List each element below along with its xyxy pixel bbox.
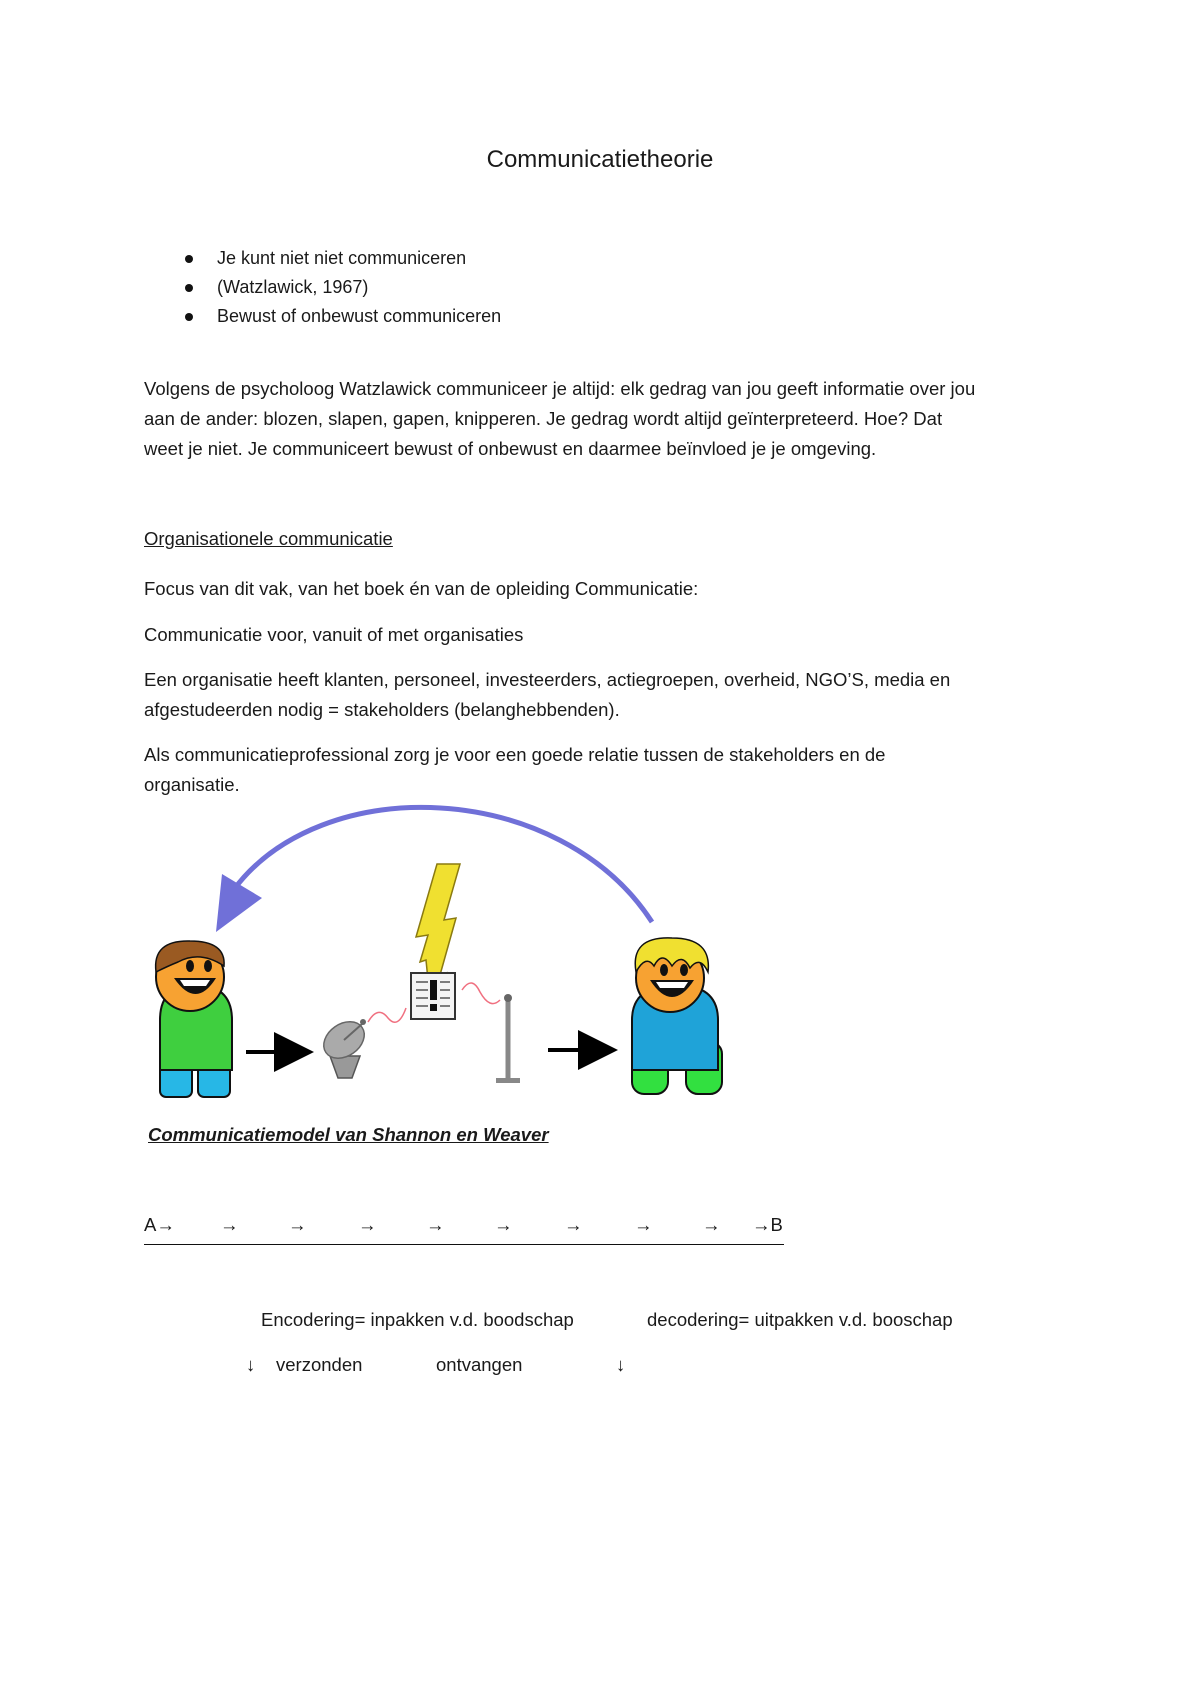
sequence-arrow: → bbox=[634, 1214, 653, 1235]
comm-line: Communicatie voor, vanuit of met organisaties bbox=[144, 624, 524, 645]
sequence-arrow: → bbox=[220, 1214, 239, 1235]
sequence-end: →B bbox=[752, 1214, 783, 1235]
professional-line: organisatie. bbox=[144, 774, 240, 795]
sequence-arrow: → bbox=[494, 1214, 513, 1235]
satellite-dish-icon bbox=[317, 1014, 371, 1078]
encoding-label: Encodering= inpakken v.d. boodschap bbox=[261, 1309, 574, 1330]
focus-line: Focus van dit vak, van het boek én van de opleiding Communicatie: bbox=[144, 578, 699, 599]
antenna-icon bbox=[496, 994, 520, 1083]
list-item: Bewust of onbewust communiceren bbox=[185, 302, 501, 331]
list-item: (Watzlawick, 1967) bbox=[185, 273, 501, 302]
sent-label: verzonden bbox=[276, 1354, 363, 1375]
professional-line: Als communicatieprofessional zorg je voor een goede relatie tussen de stakeholders en de bbox=[144, 744, 886, 765]
sequence-arrow: → bbox=[358, 1214, 377, 1235]
intro-line: Volgens de psycholoog Watzlawick communiceer je altijd: elk gedrag van jou geeft informatie over jou bbox=[144, 378, 976, 399]
person-green-icon bbox=[156, 941, 232, 1097]
arrow-down-icon: ↓ bbox=[616, 1354, 626, 1375]
notice-sign-icon bbox=[411, 973, 455, 1019]
list-item: Je kunt niet niet communiceren bbox=[185, 244, 501, 273]
page-title: Communicatietheorie bbox=[486, 146, 714, 173]
intro-line: aan de ander: blozen, slapen, gapen, knipperen. Je gedrag wordt altijd geïnterpreteerd. Hoe? Dat bbox=[144, 408, 943, 429]
decoding-label: decodering= uitpakken v.d. booschap bbox=[647, 1309, 953, 1330]
sequence-arrow: → bbox=[564, 1214, 583, 1235]
intro-line: weet je niet. Je communiceert bewust of onbewust en daarmee beïnvloed je je omgeving. bbox=[144, 438, 877, 459]
received-label: ontvangen bbox=[436, 1354, 523, 1375]
stakeholder-line: afgestudeerden nodig = stakeholders (belanghebbenden). bbox=[144, 699, 620, 720]
arrow-down-icon: ↓ bbox=[246, 1354, 256, 1375]
sequence-start: A→ bbox=[144, 1214, 175, 1235]
sequence-line bbox=[144, 1214, 784, 1245]
sequence-arrow: → bbox=[426, 1214, 445, 1235]
sequence-arrow: → bbox=[702, 1214, 721, 1235]
section-heading: Organisationele communicatie bbox=[144, 528, 393, 549]
figure-caption: Communicatiemodel van Shannon en Weaver bbox=[148, 1124, 549, 1145]
person-blue-icon bbox=[632, 938, 722, 1094]
stakeholder-line: Een organisatie heeft klanten, personeel, investeerders, actiegroepen, overheid, NGO’S, media en bbox=[144, 669, 951, 690]
sequence-arrow: → bbox=[288, 1214, 307, 1235]
